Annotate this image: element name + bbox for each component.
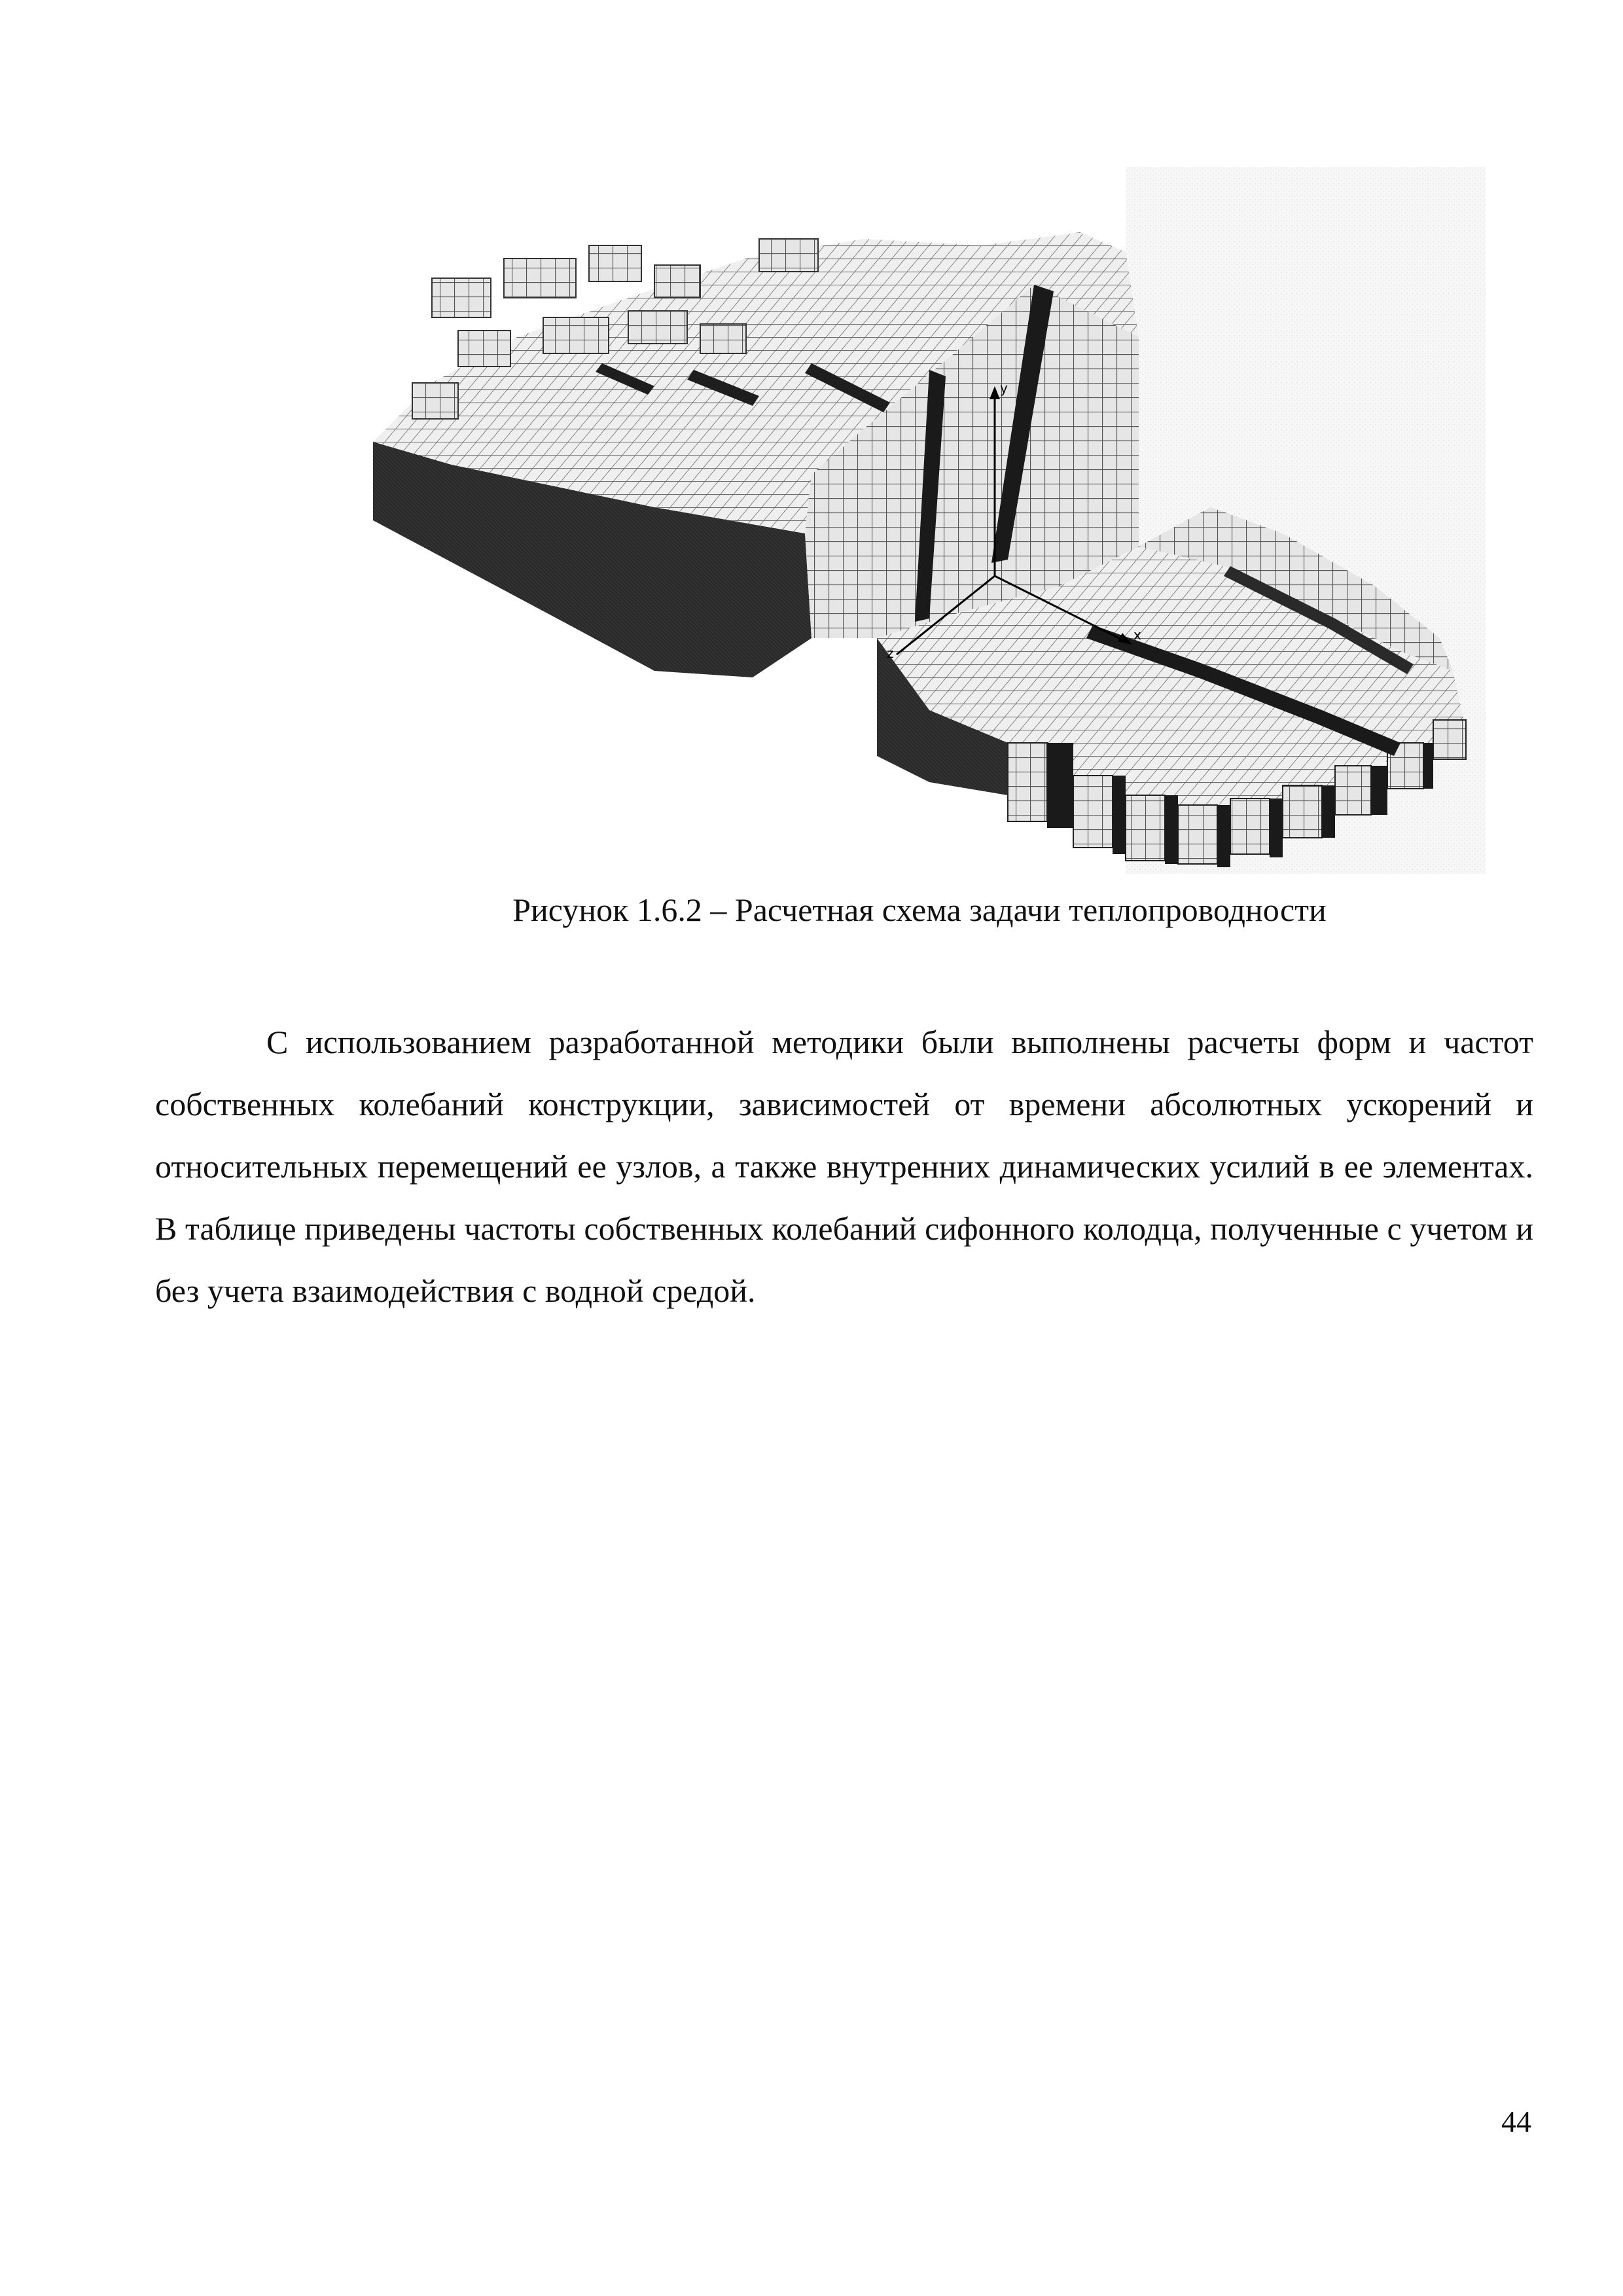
axis-y-label: y [1000, 380, 1008, 396]
page-number: 44 [1501, 2105, 1531, 2138]
fem-mesh-3d-model-icon [353, 167, 1486, 874]
figure-caption: Рисунок 1.6.2 – Расчетная схема задачи теплопроводности [512, 891, 1327, 928]
mesh-figure [353, 167, 1486, 874]
body-paragraph: С использованием разработанной методики были выполнены расчеты форм и частот собственных колебаний конструкции, зависимостей от времени абсолютных ускорений и относительных перемещений ее узлов, а также внутренних динамических усилий в ее элементах. В таблице приведены частоты собственных колебаний сифонного колодца, полученные с учетом и без учета взаимодействия с водной средой. [155, 1024, 1533, 1309]
axis-z-label: z [887, 645, 894, 661]
axis-x-label: x [1133, 627, 1141, 643]
